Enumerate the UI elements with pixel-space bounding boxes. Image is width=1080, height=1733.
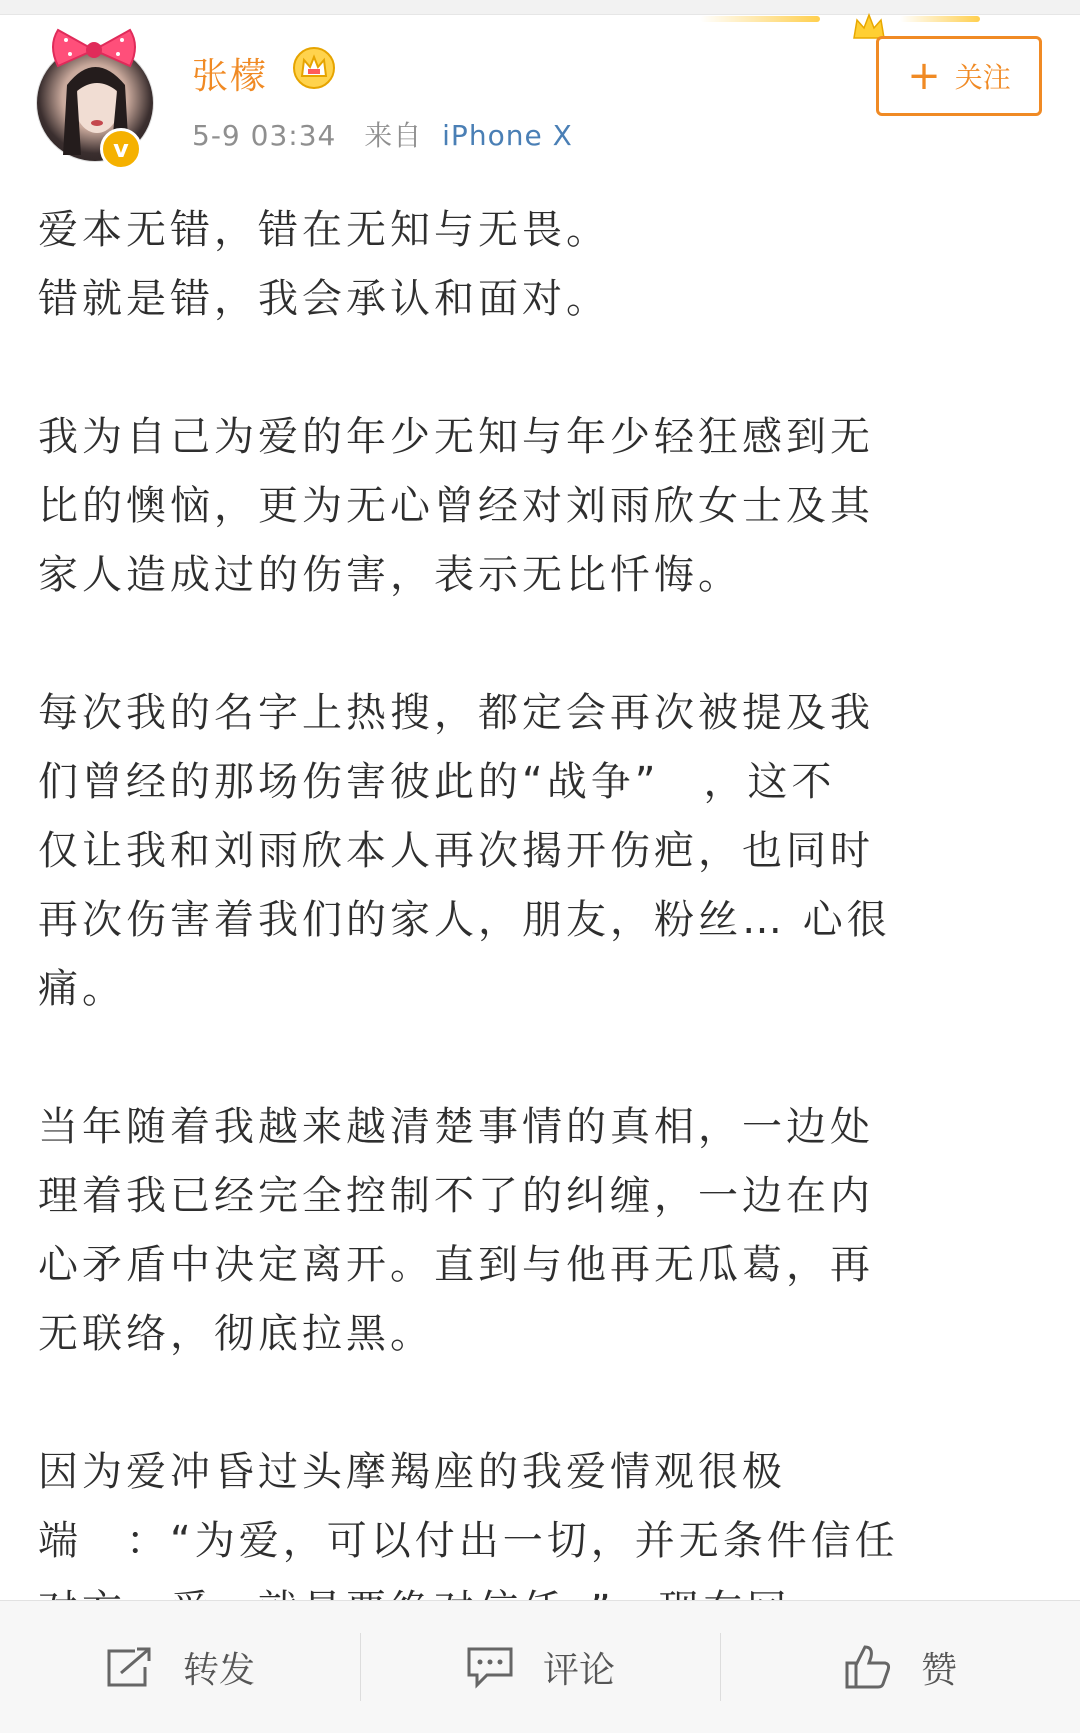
- post-time: 5-9 03:34: [192, 119, 337, 152]
- follow-label: 关注: [954, 61, 1011, 94]
- post-text-line: 端 ：“为爱，可以付出一切，并无条件信任: [38, 1518, 899, 1564]
- repost-icon: [105, 1645, 155, 1689]
- post-paragraph: [38, 1093, 1038, 1369]
- post-text-line: 爱本无错，错在无知与无畏。: [38, 207, 610, 253]
- post-text-line: 比的懊恼，更为无心曾经对刘雨欣女士及其: [38, 483, 874, 529]
- from-label: 来自: [364, 119, 423, 152]
- repost-button[interactable]: [0, 1601, 360, 1733]
- thumbs-up-icon: [843, 1643, 893, 1691]
- status-strip: [0, 0, 1080, 15]
- action-bar: [0, 1600, 1080, 1733]
- post-text-line: 家人造成过的伤害，表示无比忏悔。: [38, 552, 742, 598]
- post-text-line: 无联络，彻底拉黑。: [38, 1311, 434, 1357]
- post-text-line: 因为爱冲昏过头摩羯座的我爱情观很极: [38, 1449, 786, 1495]
- banner-decoration: [900, 16, 980, 22]
- repost-label: 转发: [182, 1649, 255, 1691]
- post-paragraph: [38, 679, 1038, 1024]
- vip-crown-icon[interactable]: [292, 46, 336, 90]
- comment-icon: [465, 1645, 515, 1689]
- username[interactable]: 张檬: [192, 56, 269, 97]
- bow-decoration-icon: [44, 24, 144, 74]
- post-text-line: 们曾经的那场伤害彼此的“战争” ，这不: [38, 759, 836, 805]
- post-text-line: 再次伤害着我们的家人，朋友，粉丝… 心很: [38, 897, 891, 943]
- verified-badge-icon: v: [100, 128, 142, 170]
- post-text-line: 痛。: [38, 966, 126, 1012]
- post-text-line: 我为自己为爱的年少无知与年少轻狂感到无: [38, 414, 874, 460]
- like-button[interactable]: [720, 1601, 1080, 1733]
- post-paragraph: [38, 403, 1038, 610]
- post-paragraph: [38, 196, 1038, 334]
- comment-label: 评论: [542, 1649, 615, 1691]
- post-content: [38, 196, 1038, 1594]
- post-text-line: 错就是错，我会承认和面对。: [38, 276, 610, 322]
- post-meta: [192, 114, 573, 154]
- follow-button[interactable]: [876, 36, 1042, 116]
- like-label: 赞: [920, 1649, 957, 1691]
- post-text-line: 心矛盾中决定离开。直到与他再无瓜葛，再: [38, 1242, 874, 1288]
- comment-button[interactable]: [360, 1601, 720, 1733]
- post-source-link[interactable]: iPhone X: [442, 119, 573, 152]
- post-text-line: 理着我已经完全控制不了的纠缠，一边在内: [38, 1173, 874, 1219]
- post-text-line: 每次我的名字上热搜，都定会再次被提及我: [38, 690, 874, 736]
- post-text-line: 仅让我和刘雨欣本人再次揭开伤疤，也同时: [38, 828, 874, 874]
- banner-decoration: [700, 16, 820, 22]
- plus-icon: +: [907, 53, 941, 99]
- post-text-line: 当年随着我越来越清楚事情的真相，一边处: [38, 1104, 874, 1150]
